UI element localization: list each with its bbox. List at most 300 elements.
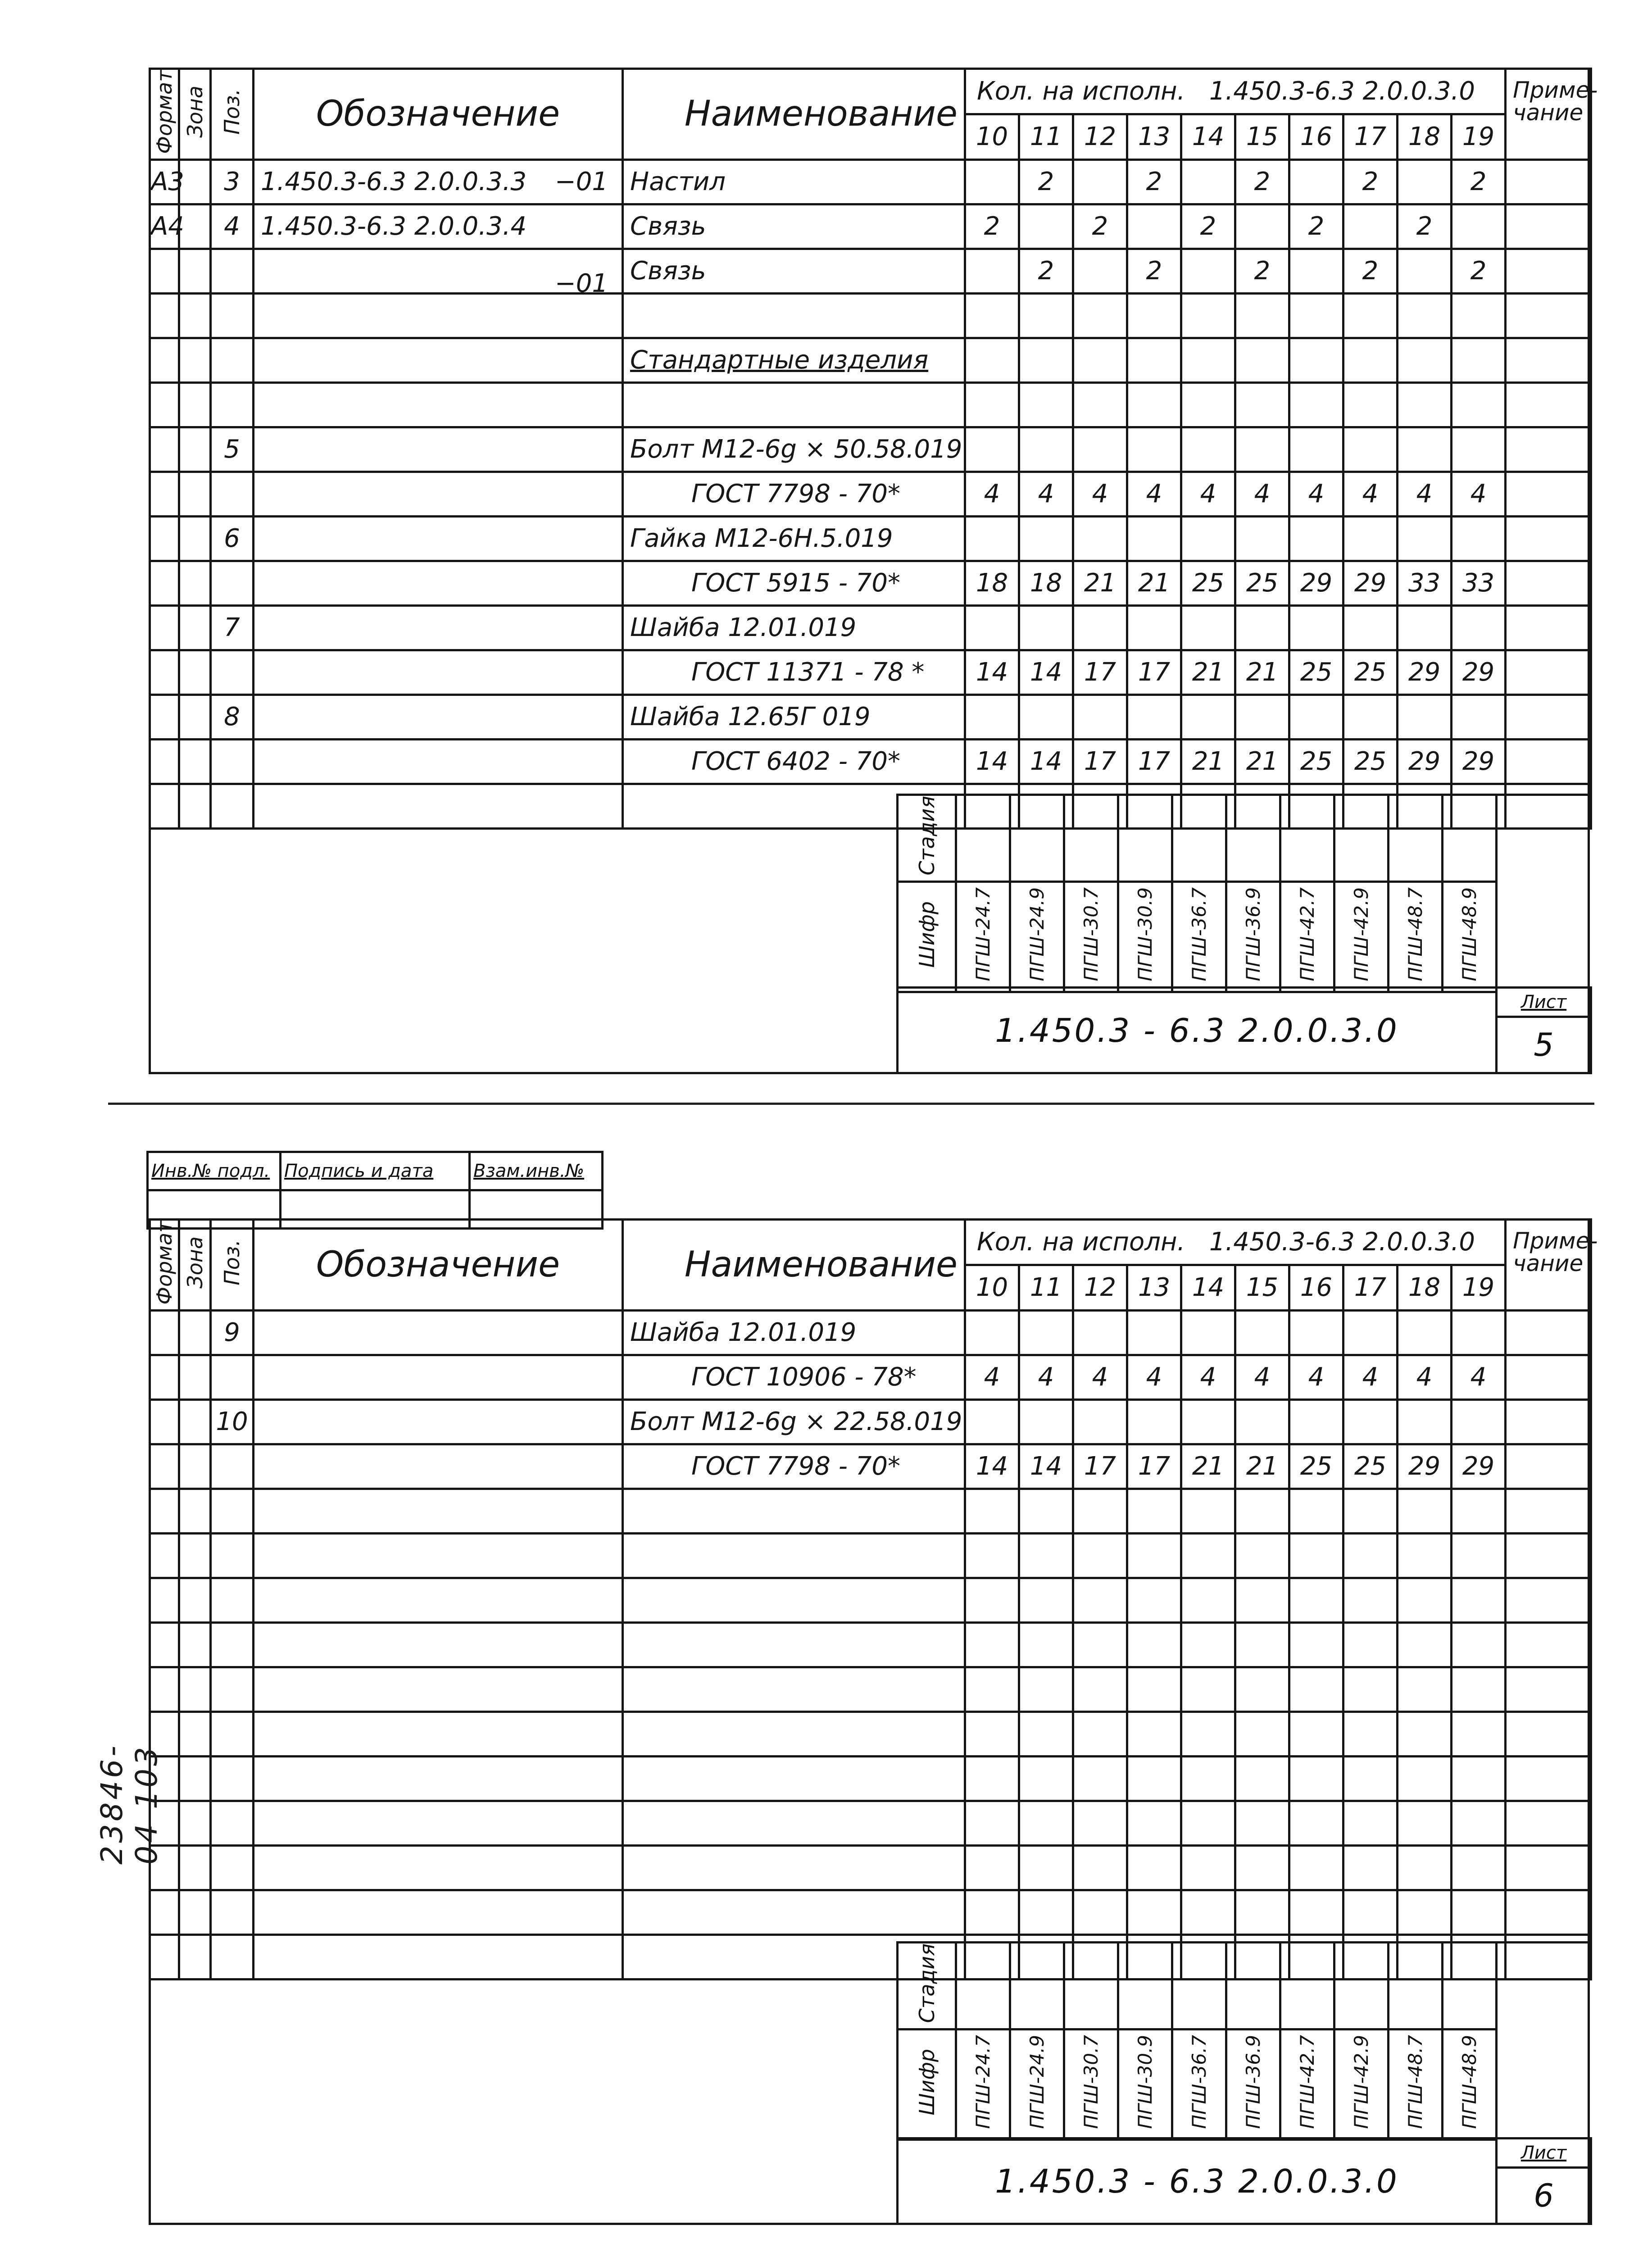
- row-qty: [1343, 338, 1398, 382]
- row-qty: [1235, 1845, 1289, 1890]
- row-qty: [1019, 695, 1073, 739]
- spec-row: [150, 1712, 1591, 1756]
- row-qty: [1398, 1622, 1452, 1667]
- row-designation: [254, 1845, 623, 1890]
- row-qty: [1181, 1533, 1235, 1578]
- row-qty: 25: [1289, 650, 1343, 695]
- row-qty: [965, 293, 1019, 338]
- row-designation: [254, 1355, 623, 1399]
- row-qty: [965, 338, 1019, 382]
- row-zone: [179, 1667, 211, 1712]
- row-name: [623, 382, 965, 427]
- row-name: ГОСТ 11371 - 78 *: [623, 650, 965, 695]
- row-qty: [1073, 338, 1127, 382]
- pos-header: [211, 69, 254, 160]
- row-designation: [254, 1578, 623, 1622]
- row-note: [1506, 427, 1591, 472]
- row-format: [150, 249, 179, 293]
- execution-code: ПГШ-42.9: [1350, 2035, 1372, 2129]
- stage-blank: [1497, 1943, 1591, 2140]
- row-qty: [1452, 1890, 1506, 1934]
- row-qty: 2: [1181, 204, 1235, 249]
- row-designation: [254, 249, 623, 298]
- row-qty: [1289, 1756, 1343, 1801]
- row-qty: [1398, 605, 1452, 650]
- row-qty: [1235, 605, 1289, 650]
- spec-row: [150, 293, 1591, 338]
- row-qty: 2: [1127, 159, 1181, 204]
- row-variant: −01: [554, 268, 608, 298]
- row-qty: [1235, 293, 1289, 338]
- row-pos: [211, 1533, 254, 1578]
- row-note: [1506, 1756, 1591, 1801]
- qty-column-header: 12: [1073, 1265, 1127, 1310]
- row-pos: [211, 1578, 254, 1622]
- row-qty: [1235, 1712, 1289, 1756]
- row-qty: [1235, 1578, 1289, 1622]
- execution-code-cell: [1064, 2030, 1118, 2140]
- spec-row: [150, 1801, 1591, 1845]
- row-name: [623, 1578, 965, 1622]
- row-qty: [1073, 1489, 1127, 1533]
- zone-header-text: Зона: [182, 1236, 207, 1289]
- row-name: [623, 1667, 965, 1712]
- row-pos: [211, 1444, 254, 1489]
- row-qty: [1019, 293, 1073, 338]
- row-qty: [1289, 249, 1343, 293]
- row-qty: 21: [1235, 1444, 1289, 1489]
- row-note: [1506, 1399, 1591, 1444]
- row-qty: [1019, 204, 1073, 249]
- row-note: [1506, 1355, 1591, 1399]
- spec-row: [150, 1667, 1591, 1712]
- row-qty: [1235, 1890, 1289, 1934]
- row-pos: 7: [211, 605, 254, 650]
- row-qty: [1452, 1712, 1506, 1756]
- qty-column-header: 17: [1343, 1265, 1398, 1310]
- row-qty: [1127, 1801, 1181, 1845]
- row-qty: 2: [1452, 159, 1506, 204]
- row-qty: 4: [1289, 1355, 1343, 1399]
- row-qty: [1181, 293, 1235, 338]
- stage-value: [1118, 795, 1172, 882]
- row-pos: [211, 472, 254, 516]
- row-pos: [211, 382, 254, 427]
- row-name: ГОСТ 10906 - 78*: [623, 1355, 965, 1399]
- execution-code-cell: [1172, 2030, 1226, 2140]
- row-qty: [1398, 1533, 1452, 1578]
- signature-date-label: Подпись и дата: [281, 1152, 470, 1190]
- row-code: 1.450.3-6.3 2.0.0.3.4: [261, 211, 527, 241]
- spec-row: [150, 561, 1591, 605]
- row-qty: [1073, 249, 1127, 293]
- row-qty: [1181, 1667, 1235, 1712]
- row-qty: [1181, 1489, 1235, 1533]
- row-qty: 29: [1452, 1444, 1506, 1489]
- row-qty: [1343, 1399, 1398, 1444]
- row-format: [150, 1489, 179, 1533]
- row-qty: [1127, 293, 1181, 338]
- execution-code: ПГШ-48.9: [1458, 887, 1480, 981]
- stage-value: [1226, 1943, 1280, 2030]
- row-qty: [1127, 1712, 1181, 1756]
- row-qty: [1398, 1845, 1452, 1890]
- row-zone: [179, 427, 211, 472]
- row-format: А4: [150, 204, 179, 249]
- row-designation: [254, 1712, 623, 1756]
- row-qty: [1289, 427, 1343, 472]
- row-format: [150, 650, 179, 695]
- row-pos: [211, 1801, 254, 1845]
- row-qty: 4: [1235, 472, 1289, 516]
- note-header: Приме-чание: [1506, 1220, 1591, 1311]
- row-qty: [1127, 1533, 1181, 1578]
- row-qty: 21: [1181, 739, 1235, 784]
- row-pos: 3: [211, 159, 254, 204]
- row-qty: [1235, 1622, 1289, 1667]
- row-qty: [1398, 1667, 1452, 1712]
- row-designation: [254, 427, 623, 472]
- row-format: [150, 516, 179, 561]
- row-qty: 4: [965, 1355, 1019, 1399]
- row-zone: [179, 1845, 211, 1890]
- row-note: [1506, 1310, 1591, 1355]
- row-qty: 29: [1452, 650, 1506, 695]
- row-qty: [1452, 204, 1506, 249]
- row-pos: 9: [211, 1310, 254, 1355]
- row-qty: [1398, 1756, 1452, 1801]
- row-designation: [254, 1756, 623, 1801]
- row-note: [1506, 293, 1591, 338]
- row-qty: [1019, 516, 1073, 561]
- stage-value: [1172, 1943, 1226, 2030]
- row-qty: [1019, 1845, 1073, 1890]
- row-qty: 2: [1235, 159, 1289, 204]
- row-qty: [1127, 1399, 1181, 1444]
- row-name: Шайба 12.01.019: [623, 1310, 965, 1355]
- row-qty: [1127, 695, 1181, 739]
- row-qty: [1073, 1890, 1127, 1934]
- row-pos: [211, 1712, 254, 1756]
- row-note: [1506, 605, 1591, 650]
- qty-header-doc: 1.450.3-6.3 2.0.0.3.0: [1209, 76, 1475, 106]
- row-qty: [965, 1667, 1019, 1712]
- row-qty: [1343, 1890, 1398, 1934]
- execution-code-cell: [1010, 2030, 1064, 2140]
- row-qty: [1343, 427, 1398, 472]
- row-name: Настил: [623, 159, 965, 204]
- row-qty: 4: [1073, 1355, 1127, 1399]
- row-qty: [1019, 1801, 1073, 1845]
- row-qty: [1181, 1578, 1235, 1622]
- row-qty: [1073, 1801, 1127, 1845]
- row-note: [1506, 1712, 1591, 1756]
- row-designation: [254, 561, 623, 605]
- designation-header: Обозначение: [254, 69, 623, 160]
- execution-code-cell: [1064, 882, 1118, 992]
- row-designation: [254, 1622, 623, 1667]
- row-qty: [1289, 1310, 1343, 1355]
- execution-code: ПГШ-30.7: [1080, 2035, 1102, 2129]
- row-qty: [1019, 1667, 1073, 1712]
- page1-spec-table: [149, 68, 1598, 830]
- row-qty: [1181, 338, 1235, 382]
- qty-column-header: 11: [1019, 114, 1073, 159]
- row-qty: [965, 1489, 1019, 1533]
- note-header: Приме-чание: [1506, 69, 1591, 160]
- row-qty: [1127, 1845, 1181, 1890]
- row-qty: [1127, 1756, 1181, 1801]
- row-qty: 4: [1019, 472, 1073, 516]
- row-note: [1506, 159, 1591, 204]
- row-qty: [1073, 1667, 1127, 1712]
- row-qty: [1235, 1399, 1289, 1444]
- row-qty: [1127, 204, 1181, 249]
- row-designation: [254, 605, 623, 650]
- row-qty: [1289, 1712, 1343, 1756]
- row-name: [623, 293, 965, 338]
- row-qty: [1343, 293, 1398, 338]
- qty-column-header: 16: [1289, 1265, 1343, 1310]
- execution-code: ПГШ-24.7: [972, 2035, 994, 2129]
- row-qty: [1181, 516, 1235, 561]
- row-qty: [1181, 605, 1235, 650]
- row-variant: −01: [554, 167, 608, 196]
- qty-column-header: 17: [1343, 114, 1398, 159]
- pos-header-text: Поз.: [220, 1240, 244, 1286]
- row-qty: 29: [1398, 1444, 1452, 1489]
- row-qty: [1127, 1890, 1181, 1934]
- execution-code: ПГШ-42.9: [1350, 887, 1372, 981]
- row-qty: [1452, 1667, 1506, 1712]
- row-qty: 4: [1235, 1355, 1289, 1399]
- row-qty: [1073, 1756, 1127, 1801]
- row-qty: [965, 1399, 1019, 1444]
- zone-header: [179, 69, 211, 160]
- spec-row: [150, 739, 1591, 784]
- row-pos: 8: [211, 695, 254, 739]
- row-qty: 4: [1181, 1355, 1235, 1399]
- row-note: [1506, 650, 1591, 695]
- row-name: [623, 1845, 965, 1890]
- row-qty: [1398, 1801, 1452, 1845]
- spec-row: [150, 249, 1591, 293]
- row-qty: [1343, 1533, 1398, 1578]
- row-designation: [254, 784, 623, 828]
- row-qty: [1343, 1489, 1398, 1533]
- row-qty: [1398, 1578, 1452, 1622]
- pos-header-text: Поз.: [220, 89, 244, 135]
- spec-row: [150, 1756, 1591, 1801]
- execution-code-cell: [1118, 882, 1172, 992]
- stage-label: Стадия: [914, 796, 939, 876]
- spec-row: [150, 516, 1591, 561]
- format-header-text: Формат: [152, 1221, 177, 1305]
- execution-code: ПГШ-48.7: [1404, 887, 1426, 981]
- spec-header-row: [150, 69, 1591, 114]
- spec-row: [150, 472, 1591, 516]
- row-qty: [1343, 1667, 1398, 1712]
- stage-row: [898, 1943, 1591, 2030]
- row-qty: [1398, 1890, 1452, 1934]
- row-qty: [965, 1845, 1019, 1890]
- row-pos: [211, 293, 254, 338]
- page1-stamp: [896, 986, 1592, 1074]
- row-qty: [1398, 249, 1452, 293]
- row-qty: 17: [1127, 739, 1181, 784]
- row-qty: [965, 249, 1019, 293]
- execution-code-cell: [1443, 2030, 1497, 2140]
- row-qty: 2: [1289, 204, 1343, 249]
- row-qty: 33: [1398, 561, 1452, 605]
- stage-value: [1389, 795, 1443, 882]
- row-qty: [1343, 1310, 1398, 1355]
- row-qty: [1235, 1801, 1289, 1845]
- row-qty: 17: [1073, 1444, 1127, 1489]
- stage-value: [1010, 1943, 1064, 2030]
- row-zone: [179, 1489, 211, 1533]
- row-qty: [1289, 1801, 1343, 1845]
- row-pos: [211, 249, 254, 293]
- execution-code: ПГШ-30.7: [1080, 887, 1102, 981]
- row-qty: [1127, 382, 1181, 427]
- row-qty: [1289, 1845, 1343, 1890]
- row-name: ГОСТ 7798 - 70*: [623, 1444, 965, 1489]
- row-qty: [1181, 382, 1235, 427]
- row-qty: [1181, 159, 1235, 204]
- qty-column-header: 15: [1235, 1265, 1289, 1310]
- format-header: [150, 69, 179, 160]
- row-zone: [179, 605, 211, 650]
- row-qty: 21: [1235, 650, 1289, 695]
- row-qty: [1073, 427, 1127, 472]
- row-qty: [1289, 1399, 1343, 1444]
- row-qty: [1398, 1399, 1452, 1444]
- row-qty: [1343, 1712, 1398, 1756]
- page2-stage-block: [896, 1941, 1591, 2141]
- execution-code-cell: [1172, 882, 1226, 992]
- row-qty: 17: [1127, 1444, 1181, 1489]
- page2-inventory-strip: [146, 1151, 604, 1230]
- row-qty: [1343, 204, 1398, 249]
- row-qty: 29: [1398, 739, 1452, 784]
- row-qty: 2: [1343, 159, 1398, 204]
- row-qty: [1289, 1533, 1343, 1578]
- page1-sheet-label: Лист: [1497, 988, 1591, 1017]
- qty-column-header: 14: [1181, 1265, 1235, 1310]
- format-header-text: Формат: [152, 70, 177, 154]
- spec-row: [150, 1890, 1591, 1934]
- row-qty: [1398, 516, 1452, 561]
- row-qty: 18: [965, 561, 1019, 605]
- row-qty: [1398, 382, 1452, 427]
- row-qty: [1452, 1399, 1506, 1444]
- row-zone: [179, 516, 211, 561]
- row-zone: [179, 1712, 211, 1756]
- row-note: [1506, 472, 1591, 516]
- row-format: [150, 1934, 179, 1979]
- spec-row: [150, 159, 1591, 204]
- row-note: [1506, 382, 1591, 427]
- spec-row: [150, 1622, 1591, 1667]
- row-format: [150, 1890, 179, 1934]
- row-qty: 14: [965, 739, 1019, 784]
- page2-sheet-number: 6: [1497, 2168, 1591, 2224]
- row-note: [1506, 204, 1591, 249]
- row-qty: [1181, 249, 1235, 293]
- stage-label-cell: [898, 1943, 956, 2030]
- row-qty: [1019, 1533, 1073, 1578]
- name-header: Наименование: [623, 1220, 965, 1311]
- row-note: [1506, 739, 1591, 784]
- row-pos: 6: [211, 516, 254, 561]
- row-qty: 21: [1181, 650, 1235, 695]
- execution-code-cell: [1443, 882, 1497, 992]
- spec-row: [150, 1533, 1591, 1578]
- row-qty: [1235, 382, 1289, 427]
- stage-value: [956, 1943, 1010, 2030]
- row-qty: [965, 159, 1019, 204]
- spec-row: [150, 605, 1591, 650]
- spec-row: [150, 1444, 1591, 1489]
- row-qty: 17: [1073, 650, 1127, 695]
- row-name: Стандартные изделия: [623, 338, 965, 382]
- stage-value: [1280, 1943, 1334, 2030]
- row-qty: 4: [1343, 1355, 1398, 1399]
- row-qty: [1452, 1845, 1506, 1890]
- row-qty: 4: [1181, 472, 1235, 516]
- row-qty: 2: [1343, 249, 1398, 293]
- row-qty: [1452, 1533, 1506, 1578]
- row-pos: 4: [211, 204, 254, 249]
- row-qty: 29: [1289, 561, 1343, 605]
- row-format: [150, 427, 179, 472]
- stage-value: [1064, 795, 1118, 882]
- spec-row: [150, 695, 1591, 739]
- stage-value: [1443, 1943, 1497, 2030]
- row-zone: [179, 784, 211, 828]
- row-format: [150, 1533, 179, 1578]
- execution-code: ПГШ-48.7: [1404, 2035, 1426, 2129]
- row-designation: [254, 739, 623, 784]
- row-name: [623, 1801, 965, 1845]
- row-zone: [179, 1444, 211, 1489]
- row-qty: [1181, 1801, 1235, 1845]
- row-zone: [179, 1756, 211, 1801]
- execution-code: ПГШ-24.9: [1026, 887, 1048, 981]
- row-name: [623, 1756, 965, 1801]
- row-qty: 21: [1073, 561, 1127, 605]
- row-qty: 25: [1289, 1444, 1343, 1489]
- stage-value: [1172, 795, 1226, 882]
- row-qty: [1181, 1756, 1235, 1801]
- row-zone: [179, 338, 211, 382]
- row-qty: [1127, 1622, 1181, 1667]
- row-name: [623, 1622, 965, 1667]
- execution-code: ПГШ-30.9: [1134, 2035, 1156, 2129]
- row-qty: [1452, 695, 1506, 739]
- row-qty: [1398, 159, 1452, 204]
- row-qty: [1181, 1622, 1235, 1667]
- code-row: [898, 2030, 1591, 2140]
- row-qty: [1452, 605, 1506, 650]
- row-name: Связь: [623, 249, 965, 293]
- stage-value: [1010, 795, 1064, 882]
- qty-column-header: 13: [1127, 114, 1181, 159]
- row-format: [150, 1622, 179, 1667]
- row-pos: 5: [211, 427, 254, 472]
- row-qty: [1181, 1845, 1235, 1890]
